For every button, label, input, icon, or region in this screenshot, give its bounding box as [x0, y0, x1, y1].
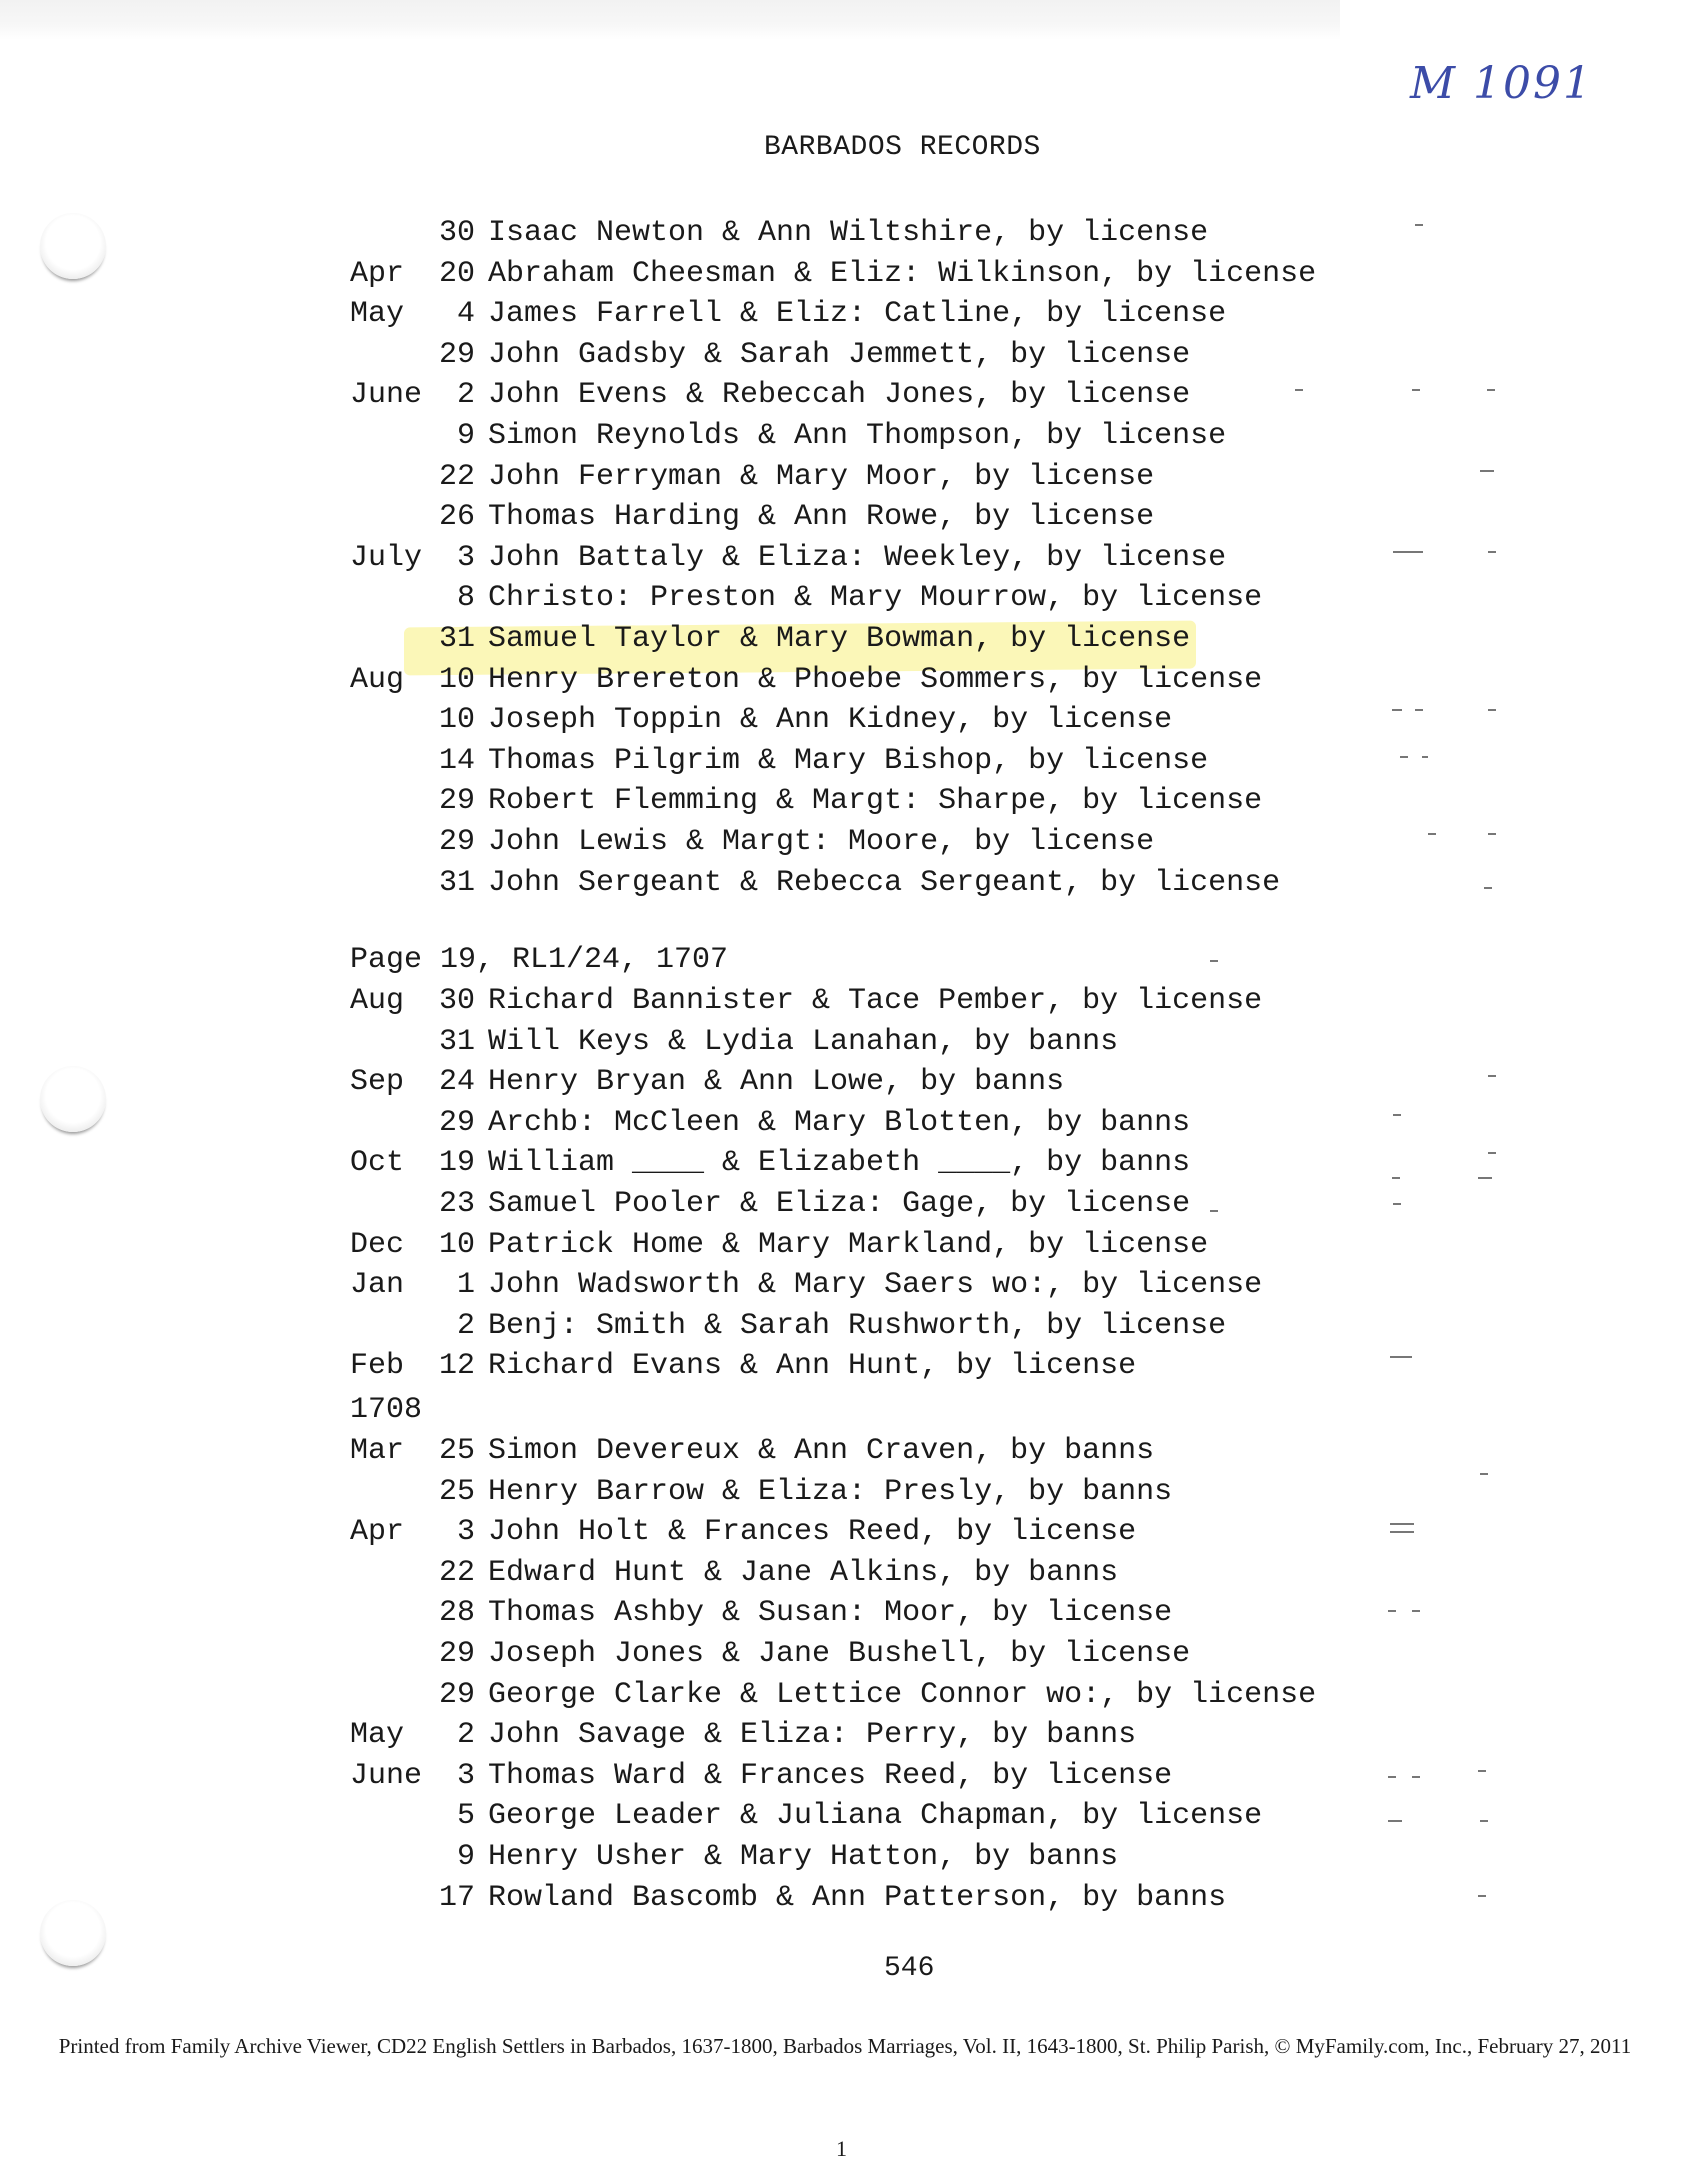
marriage-entry	[0, 1063, 1690, 1101]
entry-month: Apr	[350, 1515, 405, 1549]
entry-text: Rowland Bascomb & Ann Patterson, by banns	[488, 1881, 1227, 1915]
tick-mark	[1390, 1523, 1414, 1525]
entry-day: 29	[438, 338, 475, 372]
marriage-entry	[0, 1473, 1690, 1511]
marriage-entry	[0, 295, 1690, 333]
entry-day: 3	[456, 541, 475, 575]
marriage-entry	[0, 1023, 1690, 1061]
entry-day: 2	[456, 378, 475, 412]
entry-month: Dec	[350, 1228, 405, 1262]
entry-day: 10	[438, 703, 475, 737]
entry-text: John Evens & Rebeccah Jones, by license	[488, 378, 1191, 412]
entry-month: Apr	[350, 257, 405, 291]
tick-mark	[1488, 1075, 1496, 1077]
entry-month: Feb	[350, 1349, 405, 1383]
entry-text: George Leader & Juliana Chapman, by license	[488, 1799, 1263, 1833]
tick-mark	[1415, 709, 1423, 711]
entry-text: Simon Devereux & Ann Craven, by banns	[488, 1434, 1155, 1468]
entry-day: 24	[438, 1065, 475, 1099]
entry-text: Thomas Pilgrim & Mary Bishop, by license	[488, 744, 1209, 778]
entry-day: 23	[438, 1187, 475, 1221]
section-heading	[0, 941, 1690, 979]
tick-mark	[1480, 1820, 1488, 1822]
marriage-entry	[0, 1104, 1690, 1142]
marriage-entry	[0, 782, 1690, 820]
tick-mark	[1422, 756, 1428, 758]
entry-day: 12	[438, 1349, 475, 1383]
marriage-entry	[0, 742, 1690, 780]
entry-text: Edward Hunt & Jane Alkins, by banns	[488, 1556, 1119, 1590]
entry-text: John Ferryman & Mary Moor, by license	[488, 460, 1155, 494]
entry-day: 26	[438, 500, 475, 534]
entry-text: Robert Flemming & Margt: Sharpe, by license	[488, 784, 1263, 818]
entry-text: Richard Bannister & Tace Pember, by license	[488, 984, 1263, 1018]
entry-text: Henry Usher & Mary Hatton, by banns	[488, 1840, 1119, 1874]
entry-text: Simon Reynolds & Ann Thompson, by license	[488, 419, 1227, 453]
entry-month: July	[350, 541, 423, 575]
tick-mark	[1412, 1776, 1420, 1778]
entry-day: 29	[438, 825, 475, 859]
marriage-entry	[0, 701, 1690, 739]
entry-text: Henry Bryan & Ann Lowe, by banns	[488, 1065, 1065, 1099]
marriage-entry	[0, 1716, 1690, 1754]
marriage-entry	[0, 1635, 1690, 1673]
tick-mark	[1488, 709, 1496, 711]
entry-day: 9	[456, 1840, 475, 1874]
entry-month: Aug	[350, 663, 405, 697]
marriage-entry	[0, 864, 1690, 902]
marriage-entry	[0, 1757, 1690, 1795]
entry-text: Joseph Toppin & Ann Kidney, by license	[488, 703, 1173, 737]
entry-text: Archb: McCleen & Mary Blotten, by banns	[488, 1106, 1191, 1140]
marriage-entry	[0, 336, 1690, 374]
entry-month: Sep	[350, 1065, 405, 1099]
entry-month: Oct	[350, 1146, 405, 1180]
tick-mark	[1415, 224, 1423, 226]
marriage-entry	[0, 539, 1690, 577]
year-heading-text: 1708	[350, 1393, 423, 1427]
entry-day: 9	[456, 419, 475, 453]
entry-day: 5	[456, 1799, 475, 1833]
marriage-entry	[0, 1185, 1690, 1223]
entry-day: 2	[456, 1718, 475, 1752]
tick-mark	[1390, 1356, 1412, 1358]
marriage-entry	[0, 982, 1690, 1020]
marriage-entry	[0, 1144, 1690, 1182]
tick-mark	[1295, 389, 1303, 391]
entry-day: 28	[438, 1596, 475, 1630]
entry-month: Mar	[350, 1434, 405, 1468]
entry-text: Will Keys & Lydia Lanahan, by banns	[488, 1025, 1119, 1059]
marriage-entry	[0, 1554, 1690, 1592]
entry-day: 19	[438, 1146, 475, 1180]
entry-day: 3	[456, 1515, 475, 1549]
marriage-entry	[0, 661, 1690, 699]
marriage-entry	[0, 1797, 1690, 1835]
tick-mark	[1488, 1152, 1496, 1154]
tick-mark	[1393, 1203, 1401, 1205]
tick-mark	[1488, 833, 1496, 835]
print-footer: Printed from Family Archive Viewer, CD22 English Settlers in Barbados, 1637-1800, Barbados Marriages, Vol. II, 1643-1800, St. Philip Parish, © MyFamily.com, Inc., February 27, 2011	[58, 2034, 1632, 2058]
tick-mark	[1393, 551, 1423, 553]
entry-month: June	[350, 378, 423, 412]
entry-day: 2	[456, 1309, 475, 1343]
scan-edge-shadow	[0, 0, 1340, 40]
tick-mark	[1480, 1473, 1488, 1475]
entry-day: 29	[438, 784, 475, 818]
tick-mark	[1478, 1770, 1486, 1772]
entry-day: 25	[438, 1475, 475, 1509]
entry-text: James Farrell & Eliz: Catline, by license	[488, 297, 1227, 331]
entry-text: John Battaly & Eliza: Weekley, by license	[488, 541, 1227, 575]
entry-day: 25	[438, 1434, 475, 1468]
page-number: 546	[884, 1953, 935, 1984]
entry-text: Christo: Preston & Mary Mourrow, by license	[488, 581, 1263, 615]
marriage-entry	[0, 417, 1690, 455]
entry-text: George Clarke & Lettice Connor wo:, by license	[488, 1678, 1317, 1712]
tick-mark	[1488, 551, 1496, 553]
entry-text: John Savage & Eliza: Perry, by banns	[488, 1718, 1137, 1752]
handwritten-note: M 1091	[1410, 58, 1594, 109]
entry-day: 20	[438, 257, 475, 291]
marriage-entry	[0, 1838, 1690, 1876]
marriage-entry	[0, 1307, 1690, 1345]
page-title: BARBADOS RECORDS	[764, 132, 1041, 163]
tick-mark	[1412, 1610, 1420, 1612]
tick-mark	[1388, 1610, 1396, 1612]
entry-day: 22	[438, 1556, 475, 1590]
entry-day: 1	[456, 1268, 475, 1302]
marriage-entry	[0, 1676, 1690, 1714]
entry-day: 3	[456, 1759, 475, 1793]
entry-day: 31	[438, 866, 475, 900]
marriage-entry	[0, 1513, 1690, 1551]
entry-text: Thomas Ashby & Susan: Moor, by license	[488, 1596, 1173, 1630]
entry-day: 29	[438, 1106, 475, 1140]
entry-text: Patrick Home & Mary Markland, by license	[488, 1228, 1209, 1262]
entry-day: 22	[438, 460, 475, 494]
tick-mark	[1428, 833, 1436, 835]
entry-text: Henry Barrow & Eliza: Presly, by banns	[488, 1475, 1173, 1509]
entry-day: 10	[438, 1228, 475, 1262]
entry-month: May	[350, 1718, 405, 1752]
entry-day: 8	[456, 581, 475, 615]
marriage-entry	[0, 376, 1690, 414]
entry-text: Henry Brereton & Phoebe Sommers, by license	[488, 663, 1263, 697]
entry-text: Abraham Cheesman & Eliz: Wilkinson, by license	[488, 257, 1317, 291]
tick-mark	[1412, 389, 1420, 391]
entry-month: May	[350, 297, 405, 331]
marriage-entry	[0, 620, 1690, 658]
entry-day: 31	[438, 1025, 475, 1059]
marriage-entry	[0, 1347, 1690, 1385]
entry-month: June	[350, 1759, 423, 1793]
marriage-entry	[0, 214, 1690, 252]
marriage-entry	[0, 1879, 1690, 1917]
tick-mark	[1388, 1776, 1396, 1778]
tick-mark	[1393, 1114, 1401, 1116]
entry-day: 30	[438, 216, 475, 250]
marriage-entry	[0, 498, 1690, 536]
entry-month: Jan	[350, 1268, 405, 1302]
footer-page-number: 1	[836, 2136, 847, 2161]
tick-mark	[1392, 709, 1402, 711]
marriage-entry	[0, 1594, 1690, 1632]
entry-text: Benj: Smith & Sarah Rushworth, by license	[488, 1309, 1227, 1343]
tick-mark	[1388, 1820, 1402, 1822]
marriage-entry	[0, 255, 1690, 293]
entry-text: Thomas Ward & Frances Reed, by license	[488, 1759, 1173, 1793]
entry-text: John Holt & Frances Reed, by license	[488, 1515, 1137, 1549]
entry-text: John Sergeant & Rebecca Sergeant, by license	[488, 866, 1281, 900]
entry-day: 31	[438, 622, 475, 656]
entry-text: Joseph Jones & Jane Bushell, by license	[488, 1637, 1191, 1671]
marriage-entry	[0, 1226, 1690, 1264]
tick-mark	[1487, 389, 1495, 391]
year-heading	[0, 1391, 1690, 1429]
entry-month: Aug	[350, 984, 405, 1018]
entry-text: Samuel Pooler & Eliza: Gage, by license	[488, 1187, 1191, 1221]
tick-mark	[1210, 960, 1218, 962]
marriage-entry	[0, 1432, 1690, 1470]
entry-text: Isaac Newton & Ann Wiltshire, by license	[488, 216, 1209, 250]
tick-mark	[1392, 1177, 1400, 1179]
entry-day: 4	[456, 297, 475, 331]
entry-text: Richard Evans & Ann Hunt, by license	[488, 1349, 1137, 1383]
entry-text: John Lewis & Margt: Moore, by license	[488, 825, 1155, 859]
entry-text: John Gadsby & Sarah Jemmett, by license	[488, 338, 1191, 372]
entry-day: 29	[438, 1678, 475, 1712]
entry-text: Samuel Taylor & Mary Bowman, by license	[488, 622, 1191, 656]
tick-mark	[1400, 756, 1408, 758]
entry-day: 10	[438, 663, 475, 697]
marriage-entry	[0, 579, 1690, 617]
tick-mark	[1390, 1531, 1414, 1533]
marriage-entry	[0, 823, 1690, 861]
section-heading-text: Page 19, RL1/24, 1707	[350, 943, 729, 977]
entry-day: 14	[438, 744, 475, 778]
entry-text: John Wadsworth & Mary Saers wo:, by license	[488, 1268, 1263, 1302]
marriage-entry	[0, 1266, 1690, 1304]
entry-day: 17	[438, 1881, 475, 1915]
tick-mark	[1480, 470, 1494, 472]
entry-text: Thomas Harding & Ann Rowe, by license	[488, 500, 1155, 534]
tick-mark	[1210, 1210, 1218, 1212]
entry-day: 30	[438, 984, 475, 1018]
tick-mark	[1478, 1895, 1486, 1897]
entry-text: William ____ & Elizabeth ____, by banns	[488, 1146, 1191, 1180]
tick-mark	[1484, 887, 1492, 889]
entry-day: 29	[438, 1637, 475, 1671]
marriage-entry	[0, 458, 1690, 496]
tick-mark	[1478, 1177, 1492, 1179]
